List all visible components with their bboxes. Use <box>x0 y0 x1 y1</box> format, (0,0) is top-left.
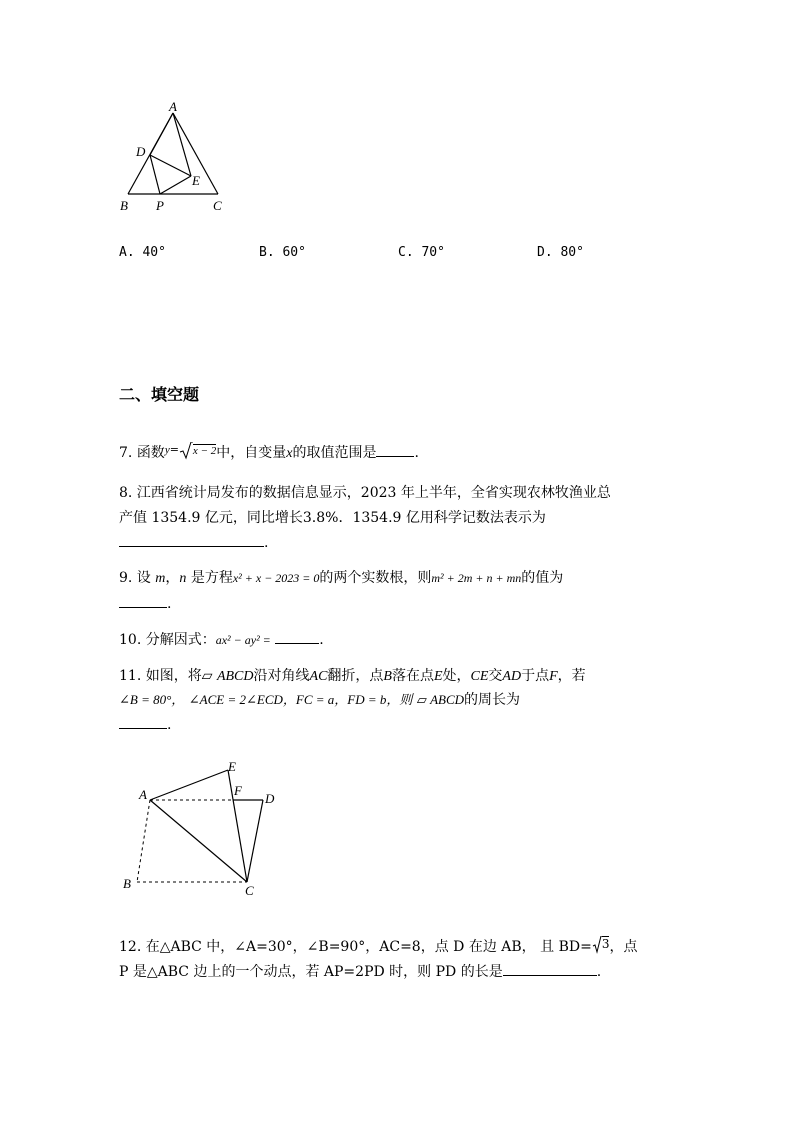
option-d[interactable]: D. 80° <box>537 245 584 260</box>
answer-blank-q10[interactable] <box>275 629 319 644</box>
question-7: 7. 函数$^{y=}$ x − 2中，自变量x的取值范围是 . <box>119 443 419 461</box>
sqrt-expression: x − 2 <box>179 441 216 463</box>
label-a: A <box>169 99 177 114</box>
answer-blank-q12[interactable] <box>503 961 597 976</box>
answer-blank-q11[interactable] <box>119 714 167 729</box>
question-12-line1: 12. 在△ABC 中，∠A=30°，∠B=90°，AC=8，点 D 在边 AB， 且 BD= 3，点 <box>119 934 637 957</box>
label-c: C <box>213 198 222 213</box>
option-b[interactable]: B. 60° <box>259 245 306 260</box>
label-b: B <box>123 876 131 891</box>
label-b: B <box>120 198 128 213</box>
question-8-line3: . <box>119 532 268 553</box>
label-f: F <box>234 783 242 798</box>
question-11-line2: ∠B = 80°， ∠ACE = 2∠ECD，FC = a，FD = b，则 ▱ ABCD的周长为 <box>119 692 521 708</box>
option-c[interactable]: C. 70° <box>398 245 445 260</box>
question-9-line2: . <box>119 593 171 614</box>
question-8-line2: 产值 1354.9 亿元，同比增长3.8%．1354.9 亿用科学记数法表示为 <box>119 510 546 526</box>
question-11-line1: 11. 如图，将▱ ABCD沿对角线AC翻折，点B落在点E处，CE交AD于点F，若 <box>119 668 586 684</box>
label-d: D <box>136 144 146 159</box>
question-9-line1: 9. 设 m，n 是方程x² + x − 2023 = 0的两个实数根，则m² + 2m + n + mn的值为 <box>119 570 564 586</box>
answer-blank-q7[interactable] <box>376 442 414 457</box>
question-8-line1: 8. 江西省统计局发布的数据信息显示，2023 年上半年，全省实现农林牧渔业总 <box>119 485 611 501</box>
label-c: C <box>245 883 254 898</box>
sqrt-three: 3 <box>592 934 610 957</box>
answer-blank-q9[interactable] <box>119 593 167 608</box>
label-p: P <box>156 198 164 213</box>
question-12-line2: P 是△ABC 边上的一个动点，若 AP=2PD 时，则 PD 的长是 . <box>119 961 601 982</box>
label-a: A <box>139 787 147 802</box>
label-e: E <box>228 759 236 774</box>
question-11-line3: . <box>119 714 171 735</box>
label-e: E <box>192 173 200 188</box>
figure-parallelogram-abcd <box>115 755 290 900</box>
answer-blank-q8[interactable] <box>119 532 264 547</box>
section-title: 二、填空题 <box>119 385 200 404</box>
figure-triangle-abc <box>110 98 240 216</box>
label-d: D <box>265 791 275 806</box>
option-a[interactable]: A. 40° <box>119 245 166 260</box>
question-10: 10. 分解因式：ax² − ay² = . <box>119 629 324 650</box>
